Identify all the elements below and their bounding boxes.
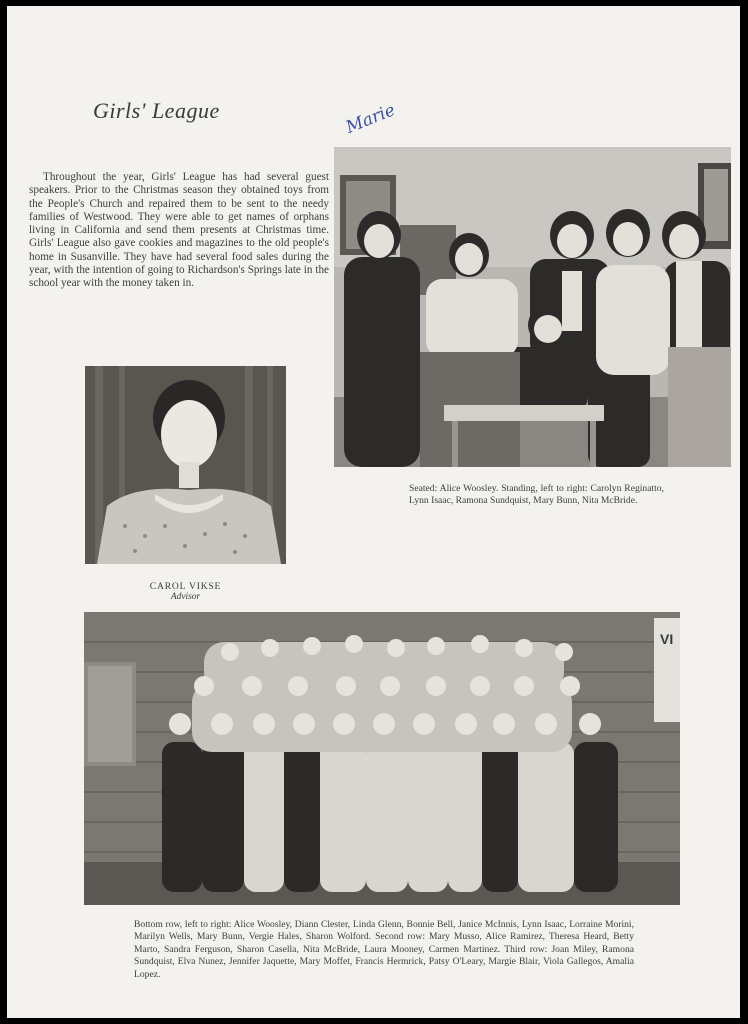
page-title: Girls' League [93,98,220,123]
advisor-name: CAROL VIKSE [149,581,222,592]
intro-paragraph: Throughout the year, Girls' League has had several guest speakers. Prior to the Christmas season they obtained toys from the People's Church and repaired them to be sent to the needy families of Westwood. They were able to get names of orphans living in California and send them presents at Christmas time. Girls' League also gave cookies and magazines to the old people's home in Susanville. They have had several food sales during the year, with the intention of going to Richardson's Springs late in the school year with the money taken in. [29,171,329,290]
advisor-role: Advisor [170,592,201,602]
handwritten-note: Marie [343,100,399,138]
group-photo [84,612,680,905]
group-photo-sign: VI [660,631,674,647]
group-photo-caption: Bottom row, left to right: Alice Woosley, Diann Clester, Linda Glenn, Bonnie Bell, Janice McInnis, Lynn Isaac, Lorraine Morini, Marilyn Wells, Mary Bunn, Vergie Hales, Sharon Wolford. Second row: Mary Musso, Alice Ramirez, Theresa Heard, Betty Marto, Sandra Ferguson, Sharon Casella, Nita McBride, Laura Mooney, Carmen Martinez. Third row: Joan Miley, Ramona Sundquist, Elva Nunez, Jennifer Jaquette, Mary Moffet, Francis Hermrick, Patsy O'Leary, Margie Blair, Viola Gallegos, Amalia Lopez. [134,919,634,980]
yearbook-page [7,6,740,1018]
officers-photo-caption: Seated: Alice Woosley. Standing, left to right: Carolyn Reginatto, Lynn Isaac, Ramona Sundquist, Mary Bunn, Nita McBride. [409,483,664,507]
officers-photo [334,147,731,467]
advisor-portrait [85,366,286,564]
